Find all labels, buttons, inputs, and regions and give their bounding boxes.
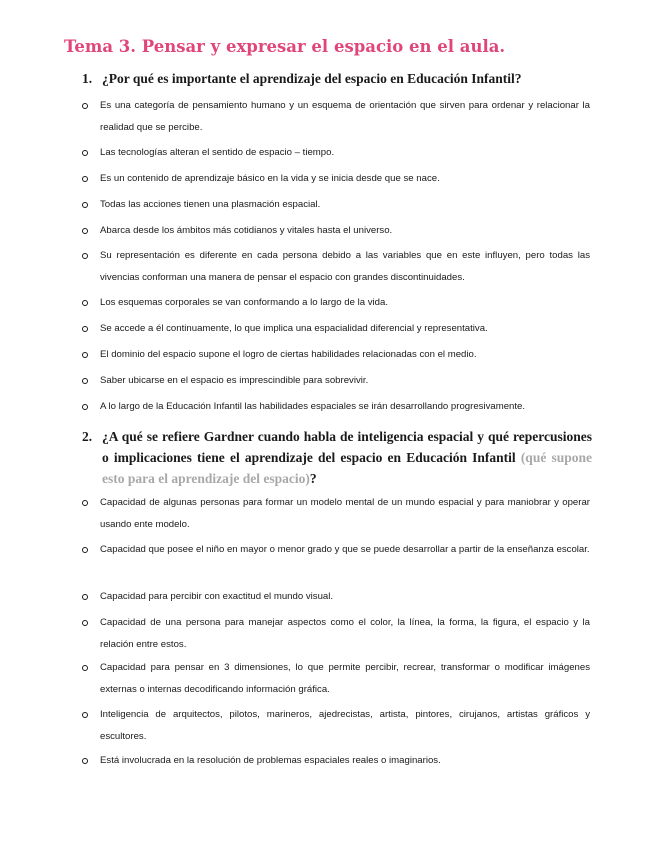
list-item: Es una categoría de pensamiento humano y un esquema de orientación que sirven para ordenar y relacionar la realidad que se percibe. [82,95,590,138]
page-title: Tema 3. Pensar y expresar el espacio en el aula. [64,37,506,56]
list-item: El dominio del espacio supone el logro de ciertas habilidades relacionadas con el medio. [82,344,590,366]
question-text: ¿A qué se refiere Gardner cuando habla de inteligencia espacial y qué repercusiones o implicaciones tiene el aprendizaje del espacio en Educación Infantil (qué supone esto para el aprendizaje del espacio)? [102,429,592,486]
bullet-marker-icon [82,594,88,600]
list-item: Los esquemas corporales se van conformando a lo largo de la vida. [82,292,590,314]
list-item: Capacidad de una persona para manejar aspectos como el color, la línea, la forma, la figura, el espacio y la relación entre estos. [82,612,590,655]
list-item: Capacidad de algunas personas para formar un modelo mental de un mundo espacial y para maniobrar y operar usando ente modelo. [82,492,590,535]
bullet-marker-icon [82,547,88,553]
bullet-marker-icon [82,500,88,506]
bullet-marker-icon [82,712,88,718]
question-number: 2. [82,429,93,444]
list-item: Saber ubicarse en el espacio es imprescindible para sobrevivir. [82,370,590,392]
list-item: Capacidad para pensar en 3 dimensiones, lo que permite percibir, recrear, transformar o modificar imágenes externas o internas decodificando información gráfica. [82,657,590,700]
list-item: Está involucrada en la resolución de problemas espaciales reales o imaginarios. [82,750,590,772]
list-item: Todas las acciones tienen una plasmación espacial. [82,194,590,216]
list-item: Se accede a él continuamente, lo que implica una espacialidad diferencial y representativa. [82,318,590,340]
list-item: Capacidad que posee el niño en mayor o menor grado y que se puede desarrollar a partir de la enseñanza escolar. [82,539,590,561]
question-note: (qué supone esto para el aprendizaje del espacio) [102,450,592,486]
list-item: Abarca desde los ámbitos más cotidianos y vitales hasta el universo. [82,220,590,242]
list-item: Su representación es diferente en cada persona debido a las variables que en este influyen, pero todas las vivencias conforman una manera de pensar el espacio con grandes discontinuidades. [82,245,590,288]
list-item: Las tecnologías alteran el sentido de espacio – tiempo. [82,142,590,164]
question-number: 1. [82,71,93,86]
list-item: Es un contenido de aprendizaje básico en la vida y se inicia desde que se nace. [82,168,590,190]
list-item: A lo largo de la Educación Infantil las habilidades espaciales se irán desarrollando progresivamente. [82,396,590,418]
question-text: ¿Por qué es importante el aprendizaje del espacio en Educación Infantil? [102,71,522,86]
list-item: Capacidad para percibir con exactitud el mundo visual. [82,586,590,608]
bullet-marker-icon [82,665,88,671]
list-item: Inteligencia de arquitectos, pilotos, marineros, ajedrecistas, artista, pintores, cirujanos, artistas gráficos y escultores. [82,704,590,747]
bullet-marker-icon [82,620,88,626]
bullet-marker-icon [82,758,88,764]
